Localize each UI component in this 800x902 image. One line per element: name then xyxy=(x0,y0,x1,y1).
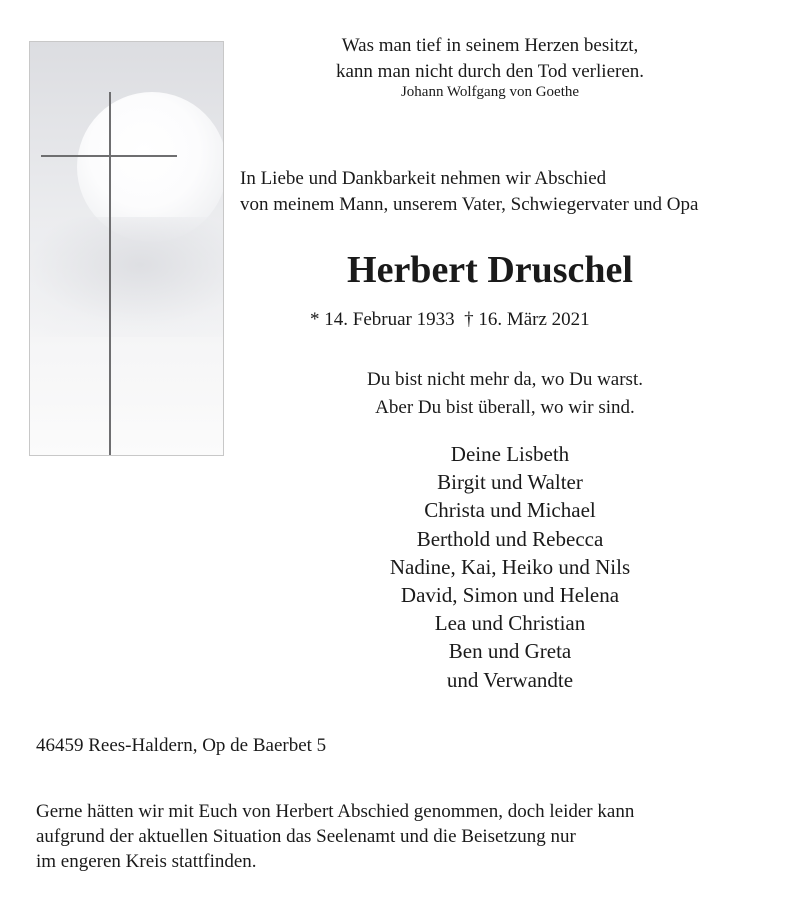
mourner: und Verwandte xyxy=(446,667,574,692)
verse xyxy=(240,366,770,422)
mourner: Ben und Greta xyxy=(448,639,572,664)
life-dates: * 14. Februar 1933 † 16. März 2021 xyxy=(310,309,590,330)
address: 46459 Rees-Haldern, Op de Baerbet 5 xyxy=(36,735,327,756)
mourner: David, Simon und Helena xyxy=(400,583,620,608)
mourner: Deine Lisbeth xyxy=(450,442,570,466)
funeral-notice xyxy=(36,799,776,874)
quote-line-1: Was man tief in seinem Herzen besitzt, xyxy=(341,35,639,56)
haze-shape xyxy=(29,217,224,337)
notice-line-1: Gerne hätten wir mit Euch von Herbert Abschied genommen, doch leider kann xyxy=(36,801,635,822)
mourners-list xyxy=(240,440,780,694)
cross-bar xyxy=(41,155,177,157)
verse-line-1: Du bist nicht mehr da, wo Du warst. xyxy=(367,369,643,390)
intro-line-1: In Liebe und Dankbarkeit nehmen wir Abschied xyxy=(240,168,607,189)
intro-text xyxy=(240,166,698,218)
mourner: Berthold und Rebecca xyxy=(416,526,604,551)
notice-line-2: aufgrund der aktuellen Situation das Seelenamt und die Beisetzung nur xyxy=(36,826,576,847)
mourner: Birgit und Walter xyxy=(437,470,583,495)
cross-icon xyxy=(109,92,111,456)
quote-author: Johann Wolfgang von Goethe xyxy=(400,84,580,100)
mourner: Lea und Christian xyxy=(434,611,586,636)
mourner: Christa und Michael xyxy=(424,498,596,523)
quote-line-2: kann man nicht durch den Tod verlieren. xyxy=(335,61,645,82)
cross-image xyxy=(29,41,224,456)
deceased-name: Herbert Druschel xyxy=(347,249,633,291)
intro-line-2: von meinem Mann, unserem Vater, Schwiegervater und Opa xyxy=(240,194,699,215)
notice-line-3: im engeren Kreis stattfinden. xyxy=(36,851,257,872)
verse-line-2: Aber Du bist überall, wo wir sind. xyxy=(375,397,635,418)
mourner: Nadine, Kai, Heiko und Nils xyxy=(389,554,631,579)
